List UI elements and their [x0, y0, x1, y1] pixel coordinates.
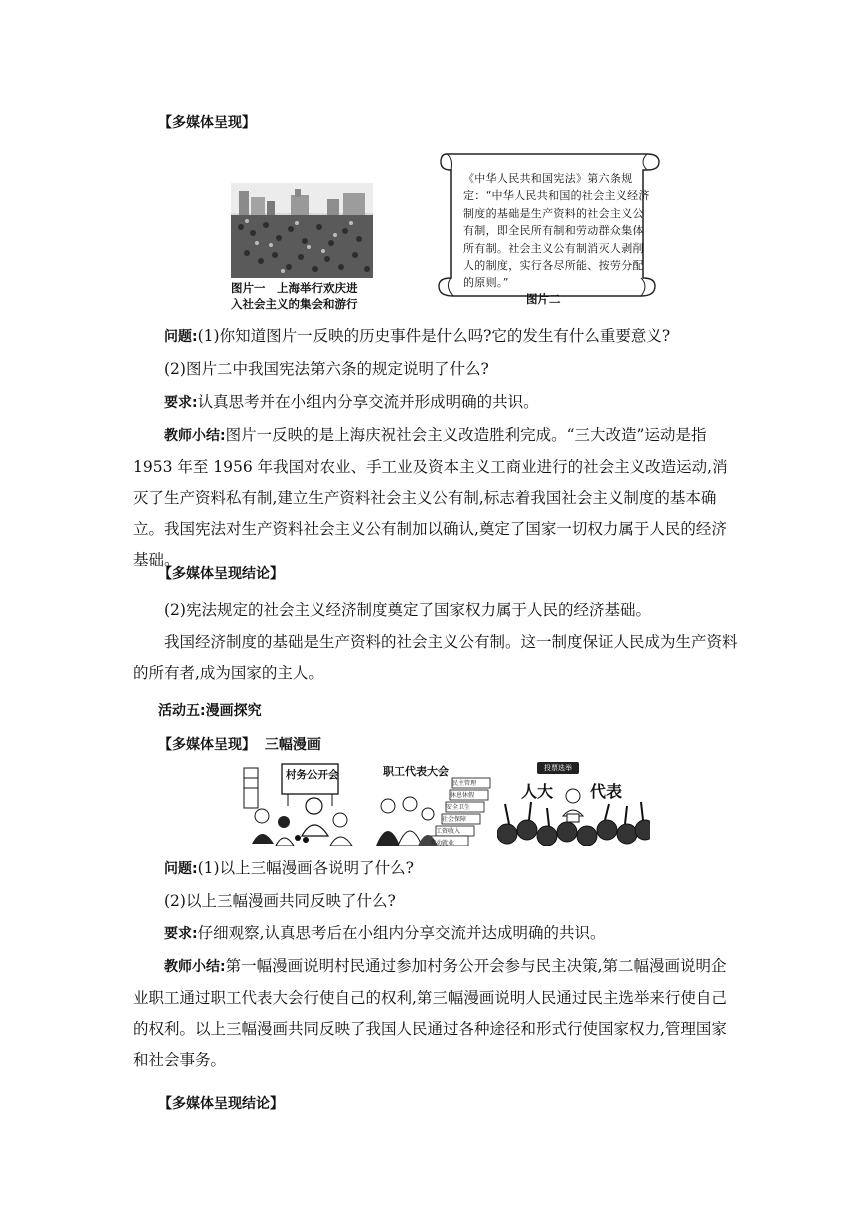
step-employment: 劳动就业	[430, 840, 455, 847]
cartoon-npc-deputies	[497, 760, 650, 846]
cartoon-requirement-label: 要求:	[164, 926, 198, 942]
teacher-summary-text: 图片一反映的是上海庆祝社会主义改造胜利完成。“三大改造”运动是指 1953 年至 1956 年我国对农业、手工业及资本主义工商业进行的社会主义改造运动,消灭了生产资料私有制,建立生产资料社会主义公有制,标志着我国社会主义制度的基本确立。我国宪法对生产资料社会主义公有制加以确认,奠定了国家一切权力属于人民的经济基础。	[133, 426, 728, 569]
conclusion-line1: (2)宪法规定的社会主义经济制度奠定了国家权力属于人民的经济基础。	[164, 601, 651, 619]
cartoon-teacher-summary-label: 教师小结:	[164, 959, 226, 975]
activity-title: 活动五:漫画探究	[158, 703, 262, 719]
requirement-label: 要求:	[164, 395, 198, 411]
conclusion-header: 【多媒体呈现结论】	[158, 566, 284, 582]
step-safety-health: 安全卫生	[446, 804, 471, 811]
picture2-caption: 图片二	[526, 292, 561, 306]
question2-paragraph: (2)图片二中我国宪法第六条的规定说明了什么?	[164, 360, 489, 378]
cartoon-question1-paragraph	[133, 853, 733, 885]
picture1-caption-line1: 图片一 上海举行欢庆进	[231, 281, 358, 295]
conclusion-line2: 我国经济制度的基础是生产资料的社会主义公有制。这一制度保证人民成为生产资料的所有者,成为国家的主人。	[133, 633, 738, 682]
cartoon-question2-paragraph: (2)以上三幅漫画共同反映了什么?	[164, 892, 396, 910]
question-label: 问题:	[164, 329, 198, 345]
cartoon-teacher-summary-paragraph	[133, 951, 739, 1076]
teacher-summary-label: 教师小结:	[164, 428, 226, 444]
conclusion-header-2: 【多媒体呈现结论】	[158, 1096, 284, 1112]
cartoon-question-label: 问题:	[164, 861, 198, 877]
npc-label: 人大	[521, 782, 554, 801]
step-democratic-management: 民主管理	[452, 780, 477, 787]
question1-text: (1)你知道图片一反映的历史事件是什么吗?它的发生有什么重要意义?	[197, 327, 671, 345]
constitution-article-text: 《中华人民共和国宪法》第六条规定：“中华人民共和国的社会主义经济制度的基础是生产资料的社会主义公有制，即全民所有制和劳动群众集体所有制。社会主义公有制消灭人剥削人的制度，实行各尽所能、按劳分配的原则。”	[463, 172, 650, 290]
cartoon-teacher-summary-text: 第一幅漫画说明村民通过参加村务公开会参与民主决策,第二幅漫画说明企业职工通过职工代表大会行使自己的权利,第三幅漫画说明人民通过民主选举来行使自己的权利。以上三幅漫画共同反映了我国人民通过各种途径和形式行使国家权力,管理国家和社会事务。	[133, 957, 727, 1069]
cartoon-requirement-paragraph	[133, 918, 733, 950]
requirement-text: 认真思考并在小组内分享交流并形成明确的共识。	[197, 393, 539, 411]
cartoon-question1-text: (1)以上三幅漫画各说明了什么?	[197, 859, 414, 877]
rally-photo	[231, 183, 373, 278]
rally-photo-illustration	[231, 183, 373, 278]
teacher-summary-paragraph	[133, 420, 739, 576]
election-sign: 投票选举	[544, 764, 572, 772]
picture1-caption-line2: 入社会主义的集会和游行	[231, 297, 358, 311]
requirement-paragraph	[133, 387, 733, 419]
workers-congress-title: 职工代表大会	[383, 765, 449, 778]
question1-paragraph	[133, 321, 733, 353]
step-wage-income: 工资收入	[436, 828, 461, 835]
village-meeting-sign: 村务公开会	[286, 769, 339, 781]
workers-congress-steps	[430, 778, 477, 850]
multimedia-header: 【多媒体呈现】	[158, 115, 256, 131]
three-cartoons-label: 三幅漫画	[264, 737, 321, 753]
cartoon-npc-deputies-illustration	[497, 760, 650, 846]
multimedia-header-2	[158, 734, 321, 754]
step-rest-leave: 休息休假	[450, 792, 475, 799]
step-social-security: 社会保障	[442, 816, 467, 823]
picture1-caption	[231, 280, 391, 312]
cartoon-requirement-text: 仔细观察,认真思考后在小组内分享交流并达成明确的共识。	[197, 924, 606, 942]
deputy-label: 代表	[590, 782, 623, 801]
multimedia-header-label: 【多媒体呈现】	[158, 737, 256, 753]
